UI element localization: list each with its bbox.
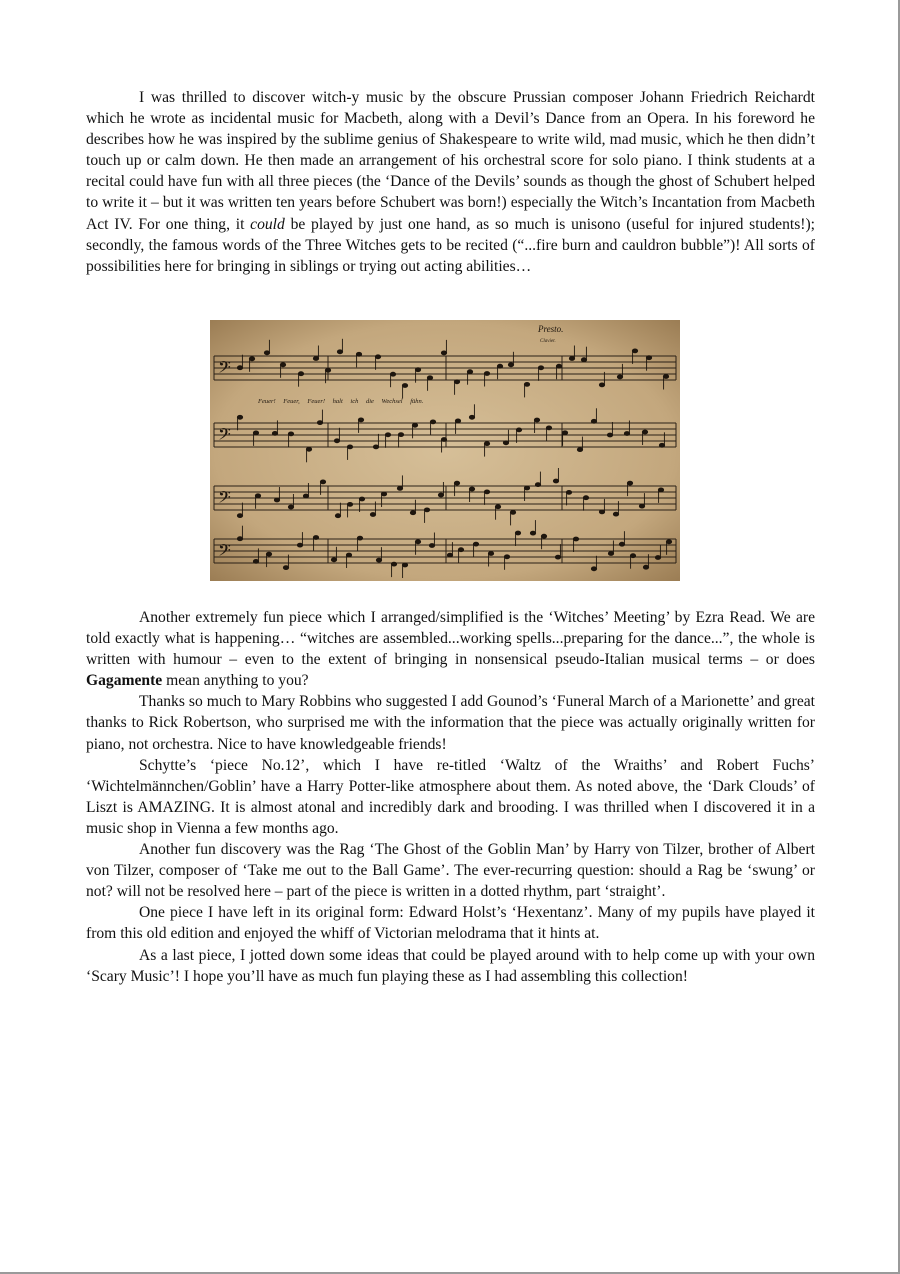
svg-text:𝄢: 𝄢 xyxy=(218,487,231,511)
paragraph-last-piece: As a last piece, I jotted down some ideas that could be played around with to help come up with your own ‘Scary Music’! I hope you’ll have as much fun playing these as I had assembling this collection! xyxy=(86,946,815,985)
music-score-image xyxy=(210,320,680,581)
paragraph-gounod: Thanks so much to Mary Robbins who suggested I add Gounod’s ‘Funeral March of a Marionette’ and great thanks to Rick Robertson, who surprised me with the information that the piece was actually originally written for piano, not orchestra. Nice to have knowledgeable friends! xyxy=(86,693,815,753)
bold-term-gagamente: Gagamente xyxy=(86,672,163,690)
main-text-block xyxy=(86,607,815,987)
svg-text:𝄢: 𝄢 xyxy=(218,357,231,381)
tempo-marking: Presto. xyxy=(538,324,564,334)
emphasis-could: could xyxy=(250,215,285,233)
intro-paragraph: I was thrilled to discover witch-y music by the obscure Prussian composer Johann Friedrich Reichardt which he wrote as incidental music for Macbeth, along with a Devil’s Dance from an Opera. In his foreword he describes how he was inspired by the sublime genius of Shakespeare to write wild, mad music, which he then didn’t touch up or calm down. He then made an arrangement of his orchestral score for solo piano. I think students at a recital could have fun with all three pieces (the ‘Dance of the Devils’ sounds as though the ghost of Schubert helped to write it – but it was written ten years before Schubert was born!) especially the Witch’s Incantation from Macbeth Act IV. For one thing, it could be played by just one hand, as so much is unisono (useful for injured students!); secondly, the famous words of the Three Witches gets to be recited (“...fire burn and cauldron bubble”)! All sorts of possibilities here for bringing in siblings or trying out acting abilities… xyxy=(86,89,815,275)
score-lyrics: Feuer! Feuer, Feuer! halt ich die Wechsel fühn. xyxy=(258,398,424,405)
paragraph-schytte: Schytte’s ‘piece No.12’, which I have re-titled ‘Waltz of the Wraiths’ and Robert Fuchs’ ‘Wichtelmännchen/Goblin’ have a Harry Potter-like atmosphere about them. As noted above, the ‘Dark Clouds’ of Liszt is AMAZING. It is almost atonal and incredibly dark and brooding. I was thrilled when I discovered it in a music shop in Vienna a few months ago. xyxy=(86,756,815,837)
sub-marking: Clavier. xyxy=(540,339,556,344)
intro-text-block xyxy=(86,87,815,277)
svg-text:𝄢: 𝄢 xyxy=(218,540,231,564)
paragraph-witches-meeting: Another extremely fun piece which I arranged/simplified is the ‘Witches’ Meeting’ by Ezra Read. We are told exactly what is happening… “witches are assembled...working spells...preparing for the dance...”, the whole is written with humour – even to the extent of bringing in nonsensical pseudo-Italian musical terms – or does Gagamente mean anything to you? xyxy=(86,609,815,690)
paragraph-tilzer: Another fun discovery was the Rag ‘The Ghost of the Goblin Man’ by Harry von Tilzer, brother of Albert von Tilzer, composer of ‘Take me out to the Ball Game’. The ever-recurring question: should a Rag be ‘swung’ or not? will not be resolved here – part of the piece is written in a dotted rhythm, part ‘straight’. xyxy=(86,841,815,901)
paragraph-holst: One piece I have left in its original form: Edward Holst’s ‘Hexentanz’. Many of my pupils have played it from this old edition and enjoyed the whiff of Victorian melodrama that it hints at. xyxy=(86,904,815,943)
svg-text:𝄢: 𝄢 xyxy=(218,424,231,448)
